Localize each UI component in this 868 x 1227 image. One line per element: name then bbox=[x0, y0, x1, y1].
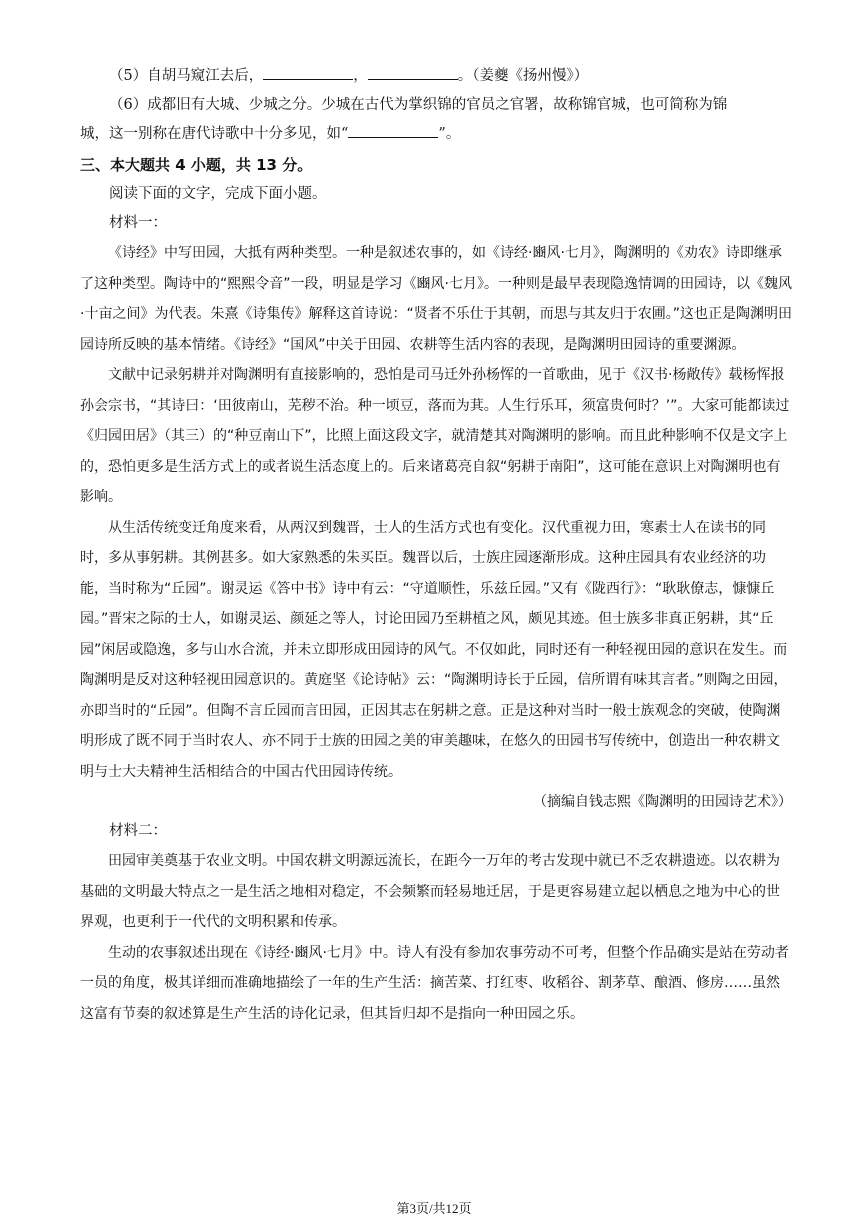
question-6-line2-suffix: ”。 bbox=[438, 126, 461, 142]
section-title: 三、本大题共 4 小题，共 13 分。 bbox=[80, 156, 313, 174]
question-6-line2 bbox=[80, 120, 792, 149]
answer-blank-5b[interactable] bbox=[368, 62, 458, 80]
material-1-paragraph: 从生活传统变迁角度来看，从两汉到魏晋，士人的生活方式也有变化。汉代重视力田，寒素士人在读书的同时，多从事躬耕。其例甚多。如大家熟悉的朱买臣。魏晋以后，士族庄园逐渐形成。这种庄园具有农业经济的功能，当时称为“丘园”。谢灵运《答中书》诗中有云：“守道顺性，乐兹丘园。”又有《陇西行》：“耿耿僚志，慷慷丘园。”晋宋之际的士人，如谢灵运、颜延之等人，讨论田园乃至耕植之风，颇见其迹。但士族多非真正躬耕，其“丘园”闲居或隐逸，多与山水合流，并未立即形成田园诗的风气。不仅如此，同时还有一种轻视田园的意识在发生。而陶渊明是反对这种轻视田园意识的。黄庭坚《论诗帖》云：“陶渊明诗长于丘园，信所谓有味其言者。”则陶之田园，亦即当时的“丘园”。但陶不言丘园而言田园，正因其志在躬耕之意。正是这种对当时一般士族观念的突破，使陶渊明形成了既不同于当时农人、亦不同于士族的田园之美的审美趣味，在悠久的田园书写传统中，创造出一种农耕文明与士大夫精神生活相结合的中国古代田园诗传统。 bbox=[80, 519, 788, 780]
material-1-label: 材料一： bbox=[109, 215, 167, 231]
answer-blank-5a[interactable] bbox=[263, 62, 353, 80]
question-6-line2-prefix: 城，这一别称在唐代诗歌中十分多见，如“ bbox=[80, 126, 349, 142]
question-5-suffix: 。（姜夔《扬州慢》） bbox=[457, 68, 589, 84]
question-5 bbox=[80, 62, 792, 91]
question-5-comma: ， bbox=[353, 68, 368, 84]
material-2-paragraph: 生动的农事叙述出现在《诗经·豳风·七月》中。诗人有没有参加农事劳动不可考，但整个作品确实是站在劳动者一员的角度，极其详细而准确地描绘了一年的生产生活：摘苦菜、打红枣、收稻谷、割茅草、酿酒、修房……虽然这富有节奏的叙述算是生产生活的诗化记录，但其旨归却不是指向一种田园之乐。 bbox=[80, 944, 789, 1022]
material-1-paragraph: 文献中记录躬耕并对陶渊明有直接影响的，恐怕是司马迁外孙杨恽的一首歌曲，见于《汉书·杨敞传》载杨恽报孙会宗书，“其诗曰：‘田彼南山，芜秽不治。种一顷豆，落而为萁。人生行乐耳，须富贵何时？’”。大家可能都读过《归园田居》（其三）的“种豆南山下”，比照上面这段文字，就清楚其对陶渊明的影响。而且此种影响不仅是文字上的，恐怕更多是生活方式上的或者说生活态度上的。后来诸葛亮自叙“躬耕于南阳”，这可能在意识上对陶渊明也有影响。 bbox=[80, 367, 790, 505]
material-1-source: （摘编自钱志熙《陶渊明的田园诗艺术》） bbox=[533, 794, 792, 810]
question-6-line1: （6）成都旧有大城、少城之分。少城在古代为掌织锦的官员之官署，故称锦官城，也可简称为锦 bbox=[109, 97, 728, 113]
page-number: 第3页/共12页 bbox=[396, 1201, 472, 1216]
material-1-paragraph: 《诗经》中写田园，大抵有两种类型。一种是叙述农事的，如《诗经·豳风·七月》，陶渊明的《劝农》诗即继承了这种类型。陶诗中的“熙熙令音”一段，明显是学习《豳风·七月》。一种则是最早表现隐逸情调的田园诗，以《魏风·十亩之间》为代表。朱熹《诗集传》解释这首诗说：“贤者不乐仕于其朝，而思与其友归于农圃。”这也正是陶渊明田园诗所反映的基本情绪。《诗经》“国风”中关于田园、农耕等生活内容的表现，是陶渊明田园诗的重要渊源。 bbox=[80, 245, 792, 353]
question-5-prefix: （5）自胡马窥江去后， bbox=[109, 68, 264, 84]
material-2-label: 材料二： bbox=[109, 823, 167, 839]
answer-blank-6[interactable] bbox=[348, 120, 438, 138]
reading-instruction: 阅读下面的文字，完成下面小题。 bbox=[109, 186, 327, 202]
page-content bbox=[80, 62, 792, 1029]
material-2-paragraph: 田园审美奠基于农业文明。中国农耕文明源远流长，在距今一万年的考古发现中就已不乏农耕遗迹。以农耕为基础的文明最大特点之一是生活之地相对稳定，不会频繁而轻易地迁居，于是更容易建立起以栖息之地为中心的世界观，也更利于一代代的文明积累和传承。 bbox=[80, 853, 780, 930]
